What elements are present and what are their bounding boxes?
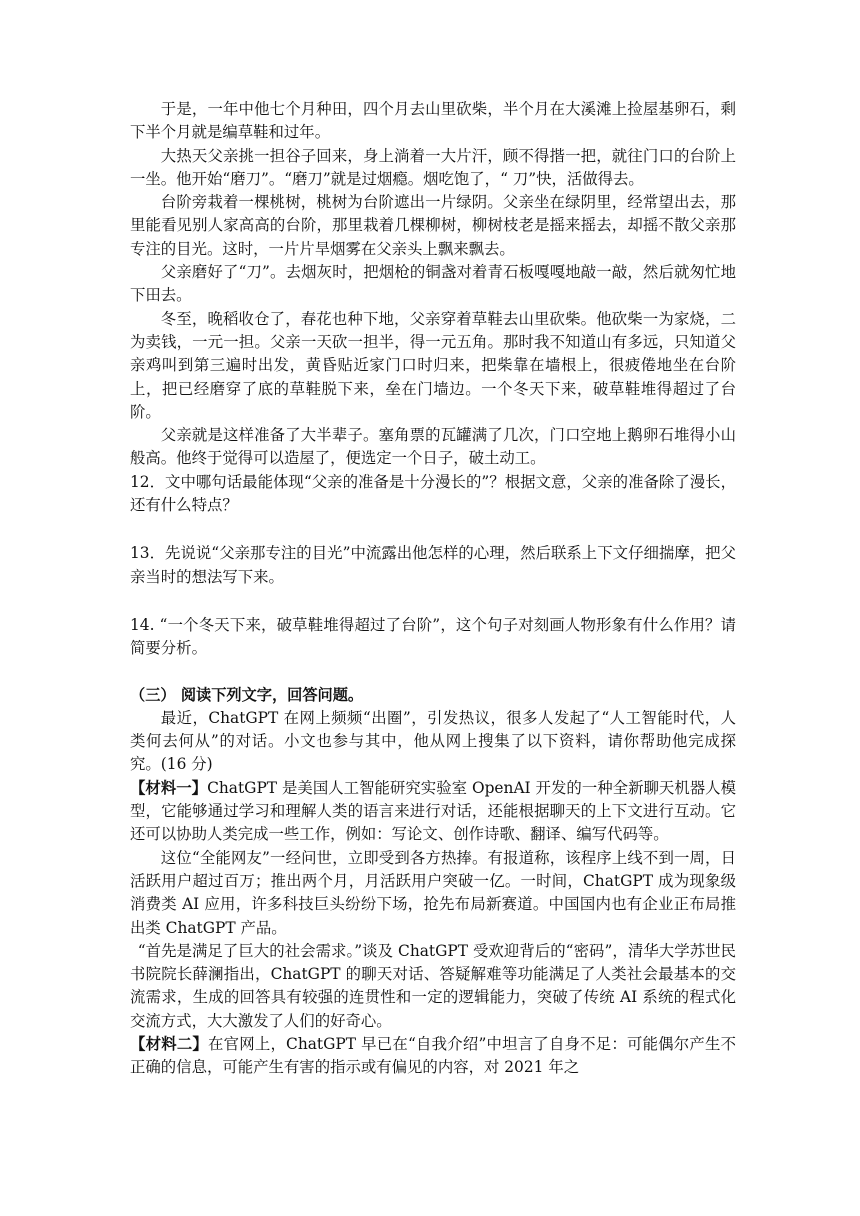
material-2-paragraph: [130, 1033, 736, 1080]
material-2-label: 【材料二】: [130, 1034, 209, 1053]
material-1-text: ChatGPT 是美国人工智能研究实验室 OpenAI 开发的一种全新聊天机器人模型，它能够通过学习和理解人类的语言来进行对话，还能根据聊天的上下文进行互动。它还可以协助人类完成一些工作，例如：写论文、创作诗歌、翻译、编写代码等。: [130, 778, 736, 844]
question-13: 13．先说说“父亲那专注的目光”中流露出他怎样的心理，然后联系上下文仔细揣摩，把父亲当时的想法写下来。: [130, 544, 736, 586]
material-1-paragraph-3: “首先是满足了巨大的社会需求。”谈及 ChatGPT 受欢迎背后的“密码”，清华大学苏世民书院院长薛澜指出，ChatGPT 的聊天对话、答疑解难等功能满足了人类社会最基本的交流需求，生成的回答具有较强的连贯性和一定的逻辑能力，突破了传统 AI 系统的程式化交流方式，大大激发了人们的好奇心。: [130, 941, 736, 1030]
story-paragraph-4: 父亲磨好了“刀”。去烟灰时，把烟枪的铜盏对着青石板嘎嘎地敲一敲，然后就匆忙地下田去。: [130, 263, 736, 305]
material-1-paragraph-2: 这位“全能网友”一经问世，立即受到各方热捧。有报道称，该程序上线不到一周，日活跃用户超过百万；推出两个月，月活跃用户突破一亿。一时间，ChatGPT 成为现象级消费类 AI 应用，许多科技巨头纷纷下场，抢先布局新赛道。中国国内也有企业正布局推出类 ChatGPT 产品。: [130, 848, 736, 937]
question-12: 12．文中哪句话最能体现“父亲的准备是十分漫长的”？根据文意，父亲的准备除了漫长，还有什么特点？: [130, 472, 736, 515]
question-14: 14. “一个冬天下来，破草鞋堆得超过了台阶”，这个句子对刻画人物形象有什么作用？请简要分析。: [130, 615, 736, 658]
material-1-label: 【材料一】: [130, 778, 208, 797]
story-paragraph-5: 冬至，晚稻收仓了，春花也种下地，父亲穿着草鞋去山里砍柴。他砍柴一为家烧，二为卖钱，一元一担。父亲一天砍一担半，得一元五角。那时我不知道山有多远，只知道父亲鸡叫到第三遍时出发，黄昏贴近家门口时归来，把柴靠在墙根上，很疲倦地坐在台阶上，把已经磨穿了底的草鞋脱下来，垒在门墙边。一个冬天下来，破草鞋堆得超过了台阶。: [130, 309, 736, 421]
answer-space-14: [130, 661, 736, 684]
section-3-title: （三） 阅读下列文字，回答问题。: [130, 685, 364, 704]
document-page: [130, 98, 736, 1080]
answer-space-12: [130, 517, 736, 542]
story-paragraph-1: 于是，一年中他七个月种田，四个月去山里砍柴，半个月在大溪滩上捡屋基卵石，剩下半个月就是编草鞋和过年。: [130, 100, 736, 142]
material-2-text: 在官网上，ChatGPT 早已在“自我介绍”中坦言了自身不足：可能偶尔产生不正确的信息，可能产生有害的指示或有偏见的内容，对 2021 年之: [130, 1034, 736, 1077]
story-paragraph-3: 台阶旁栽着一棵桃树，桃树为台阶遮出一片绿阴。父亲坐在绿阴里，经常望出去，那里能看见别人家高高的台阶，那里栽着几棵柳树，柳树枝老是摇来摇去，却摇不散父亲那专注的目光。这时，一片片旱烟雾在父亲头上飘来飘去。: [130, 193, 736, 258]
material-1-paragraph: [130, 777, 736, 847]
story-paragraph-6: 父亲就是这样准备了大半辈子。塞角票的瓦罐满了几次，门口空地上鹅卵石堆得小山般高。他终于觉得可以造屋了，便选定一个日子，破土动工。: [130, 426, 736, 468]
section-3-intro: 最近，ChatGPT 在网上频频“出圈”，引发热议，很多人发起了“人工智能时代，人类何去何从”的对话。小文也参与其中，他从网上搜集了以下资料，请你帮助他完成探究。(16 分): [130, 708, 736, 774]
story-paragraph-2: 大热天父亲挑一担谷子回来，身上淌着一大片汗，顾不得揩一把，就往门口的台阶上一坐。他开始“磨刀”。“磨刀”就是过烟瘾。烟吃饱了，“ 刀”快，活做得去。: [130, 146, 736, 188]
answer-space-13: [130, 589, 736, 614]
